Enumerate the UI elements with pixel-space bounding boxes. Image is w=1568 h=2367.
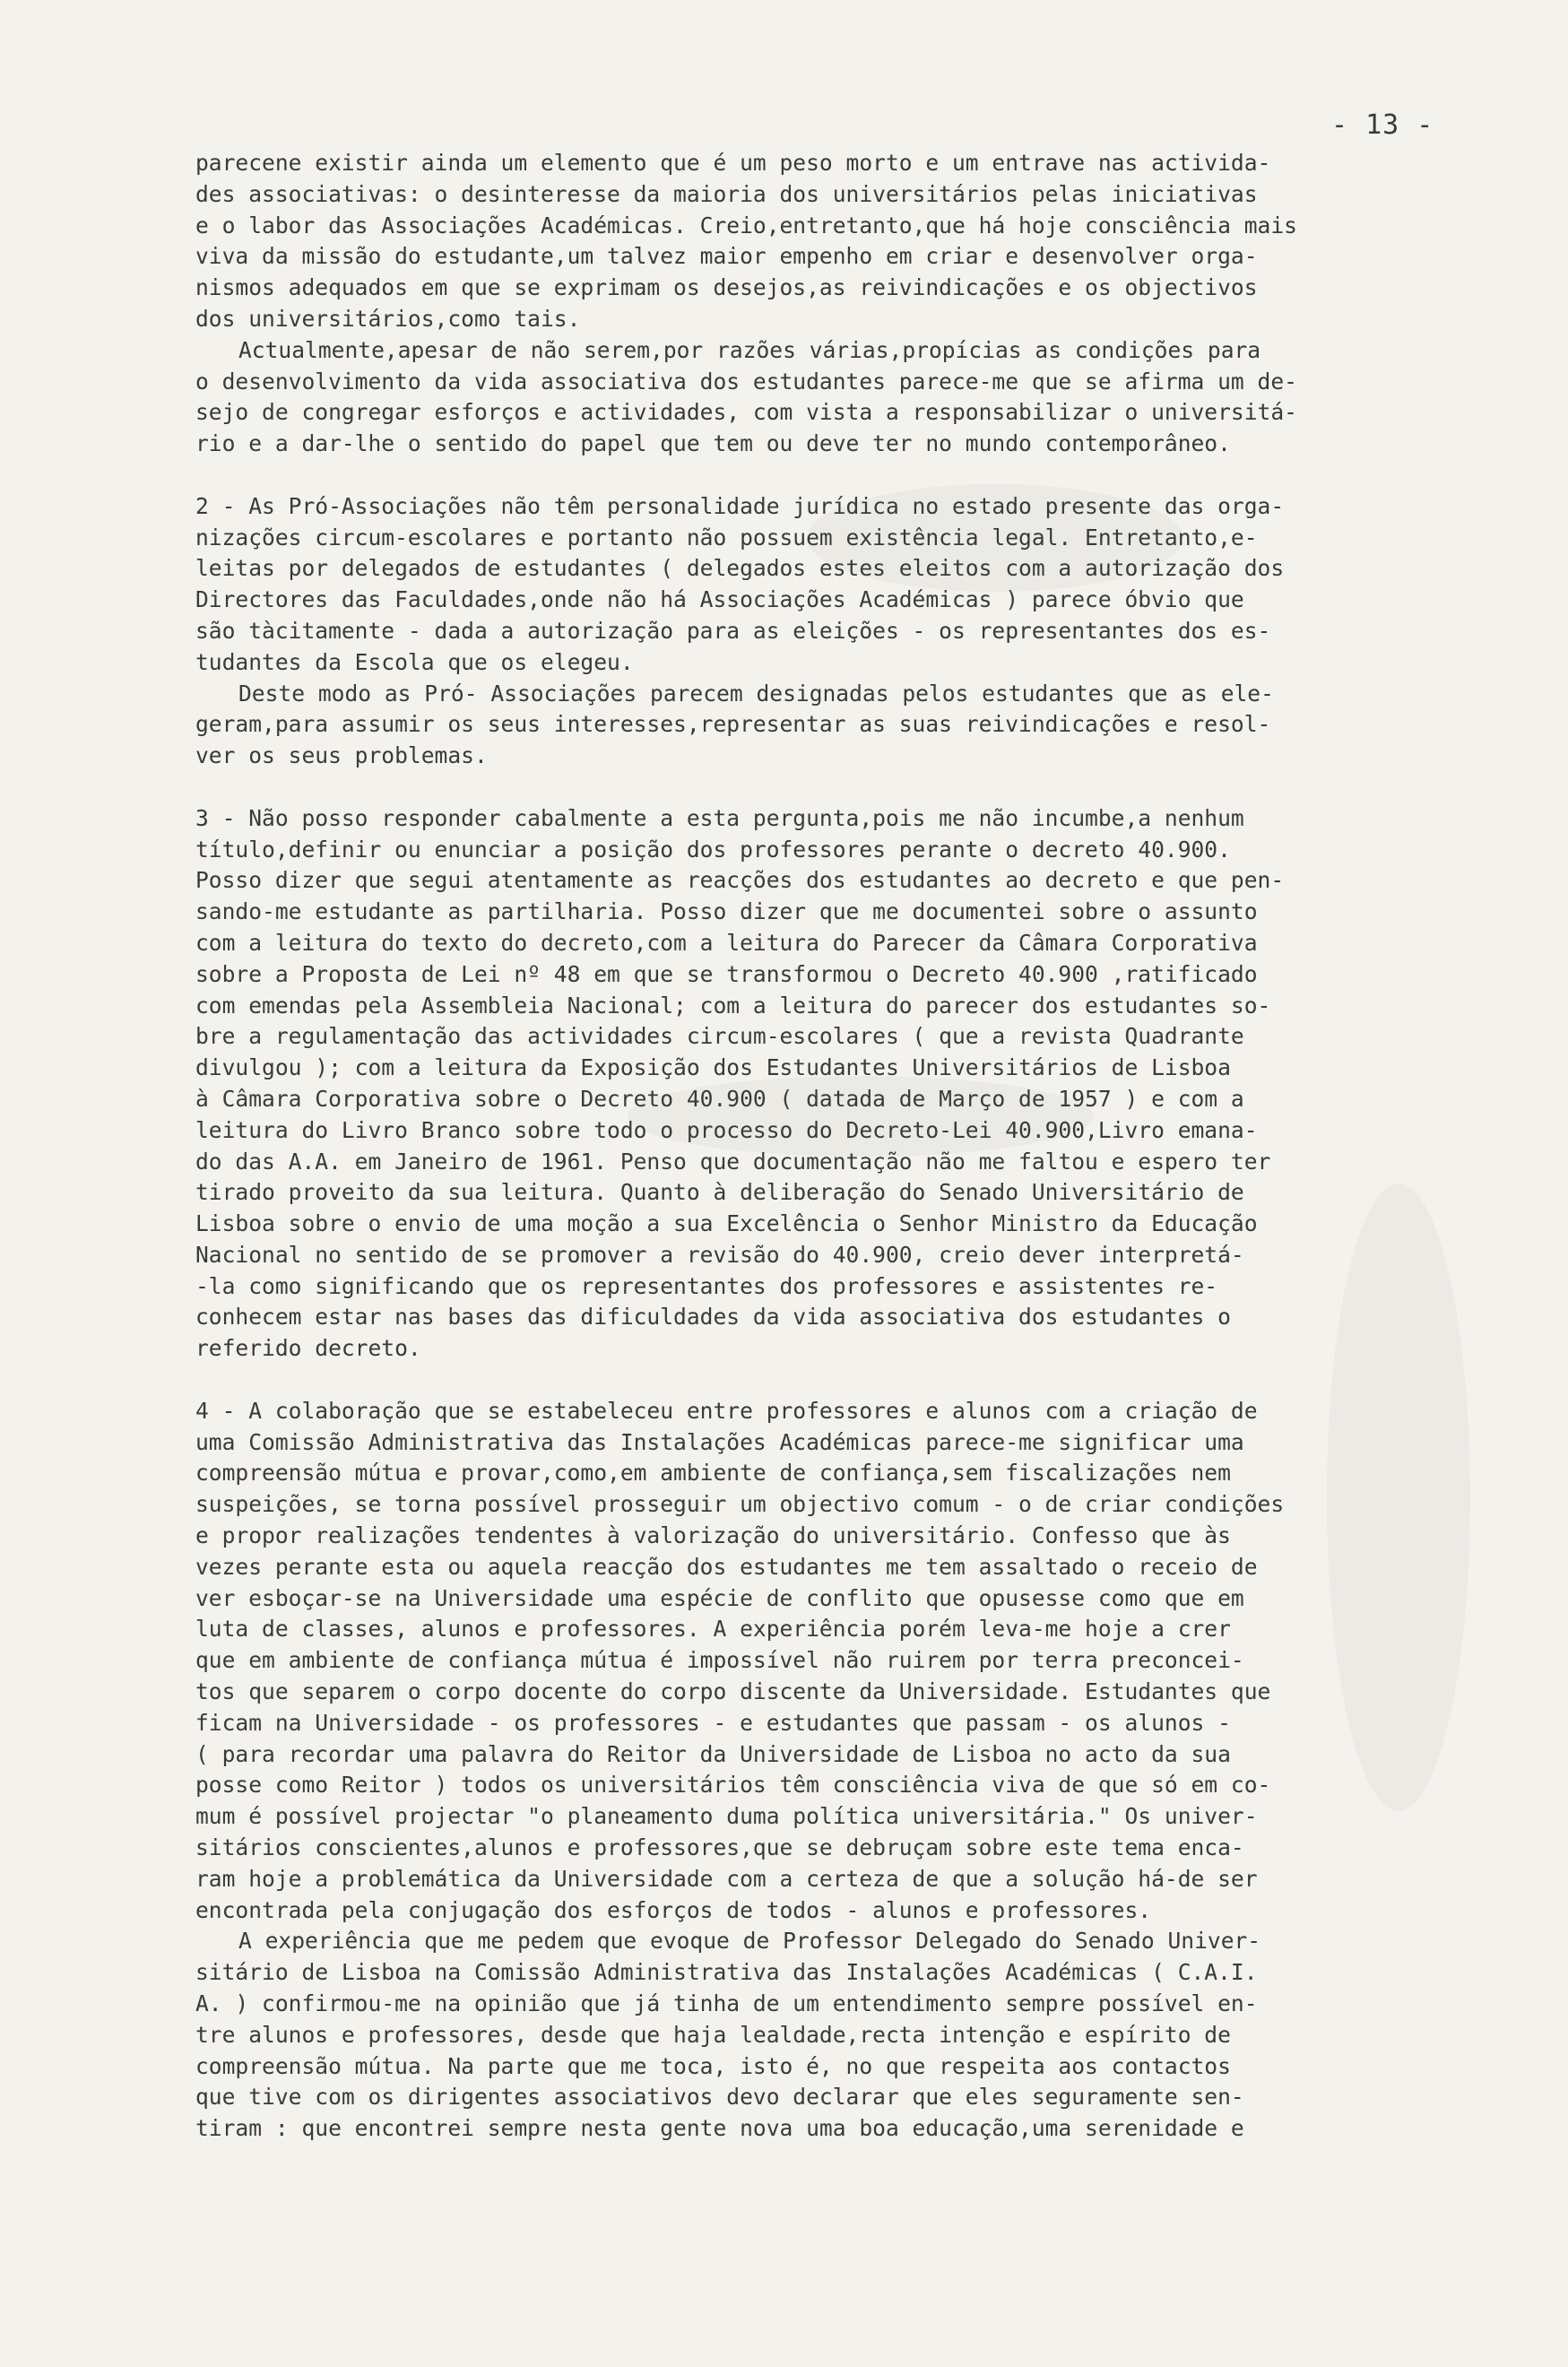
text-line: mum é possível projectar "o planeamento duma política universitária." Os univer-	[195, 1803, 1258, 1830]
paragraph-item-3	[195, 803, 1433, 1365]
text-line: tudantes da Escola que os elegeu.	[195, 648, 634, 675]
text-line: ram hoje a problemática da Universidade com a certeza de que a solução há-de ser	[195, 1865, 1258, 1892]
paragraph-actualmente	[195, 335, 1433, 460]
text-line: ficam na Universidade - os professores - e estudantes que passam - os alunos -	[195, 1709, 1231, 1736]
text-line: divulgou ); com a leitura da Exposição dos Estudantes Universitários de Lisboa	[195, 1054, 1231, 1081]
text-line: do das A.A. em Janeiro de 1961. Penso que documentação não me faltou e espero ter	[195, 1148, 1271, 1175]
text-line: compreensão mútua. Na parte que me toca, isto é, no que respeita aos contactos	[195, 2052, 1231, 2079]
text-line: encontrada pela conjugação dos esforços de todos - alunos e professores.	[195, 1896, 1152, 1923]
paragraph-gap	[195, 1365, 1433, 1396]
text-line: 2 - As Pró-Associações não têm personalidade jurídica no estado presente das orga-	[195, 492, 1285, 519]
paragraph-item-2	[195, 491, 1433, 679]
text-line: à Câmara Corporativa sobre o Decreto 40.900 ( datada de Março de 1957 ) e com a	[195, 1085, 1244, 1112]
paragraph-intro	[195, 148, 1433, 335]
text-line: sitário de Lisboa na Comissão Administrativa das Instalações Académicas ( C.A.I.	[195, 1959, 1258, 1986]
text-line: e o labor das Associações Académicas. Creio,entretanto,que há hoje consciência mais	[195, 212, 1297, 238]
text-line: ver os seus problemas.	[195, 742, 488, 769]
text-line: nismos adequados em que se exprimam os desejos,as reivindicações e os objectivos	[195, 274, 1258, 301]
text-line: sejo de congregar esforços e actividades, com vista a responsabilizar o universitá-	[195, 399, 1297, 426]
text-line: que em ambiente de confiança mútua é impossível não ruirem por terra preconcei-	[195, 1647, 1244, 1674]
text-line: uma Comissão Administrativa das Instalações Académicas parece-me significar uma	[195, 1428, 1244, 1455]
text-line: des associativas: o desinteresse da maioria dos universitários pelas iniciativas	[195, 180, 1258, 207]
text-line: nizações circum-escolares e portanto não possuem existência legal. Entretanto,e-	[195, 524, 1258, 551]
text-line: parecene existir ainda um elemento que é um peso morto e um entrave nas activida-	[195, 150, 1271, 176]
text-line: com emendas pela Assembleia Nacional; com a leitura do parecer dos estudantes so-	[195, 992, 1271, 1019]
text-line: 4 - A colaboração que se estabeleceu entre professores e alunos com a criação de	[195, 1397, 1258, 1424]
text-line: Deste modo as Pró- Associações parecem designadas pelos estudantes que as ele-	[238, 680, 1274, 707]
text-line: com a leitura do texto do decreto,com a leitura do Parecer da Câmara Corporativa	[195, 929, 1258, 956]
text-line: sobre a Proposta de Lei nº 48 em que se transformou o Decreto 40.900 ,ratificado	[195, 960, 1258, 987]
text-line: sando-me estudante as partilharia. Posso dizer que me documentei sobre o assunto	[195, 898, 1258, 925]
text-line: geram,para assumir os seus interesses,representar as suas reivindicações e resol-	[195, 711, 1271, 738]
text-line: título,definir ou enunciar a posição dos professores perante o decreto 40.900.	[195, 836, 1231, 863]
text-line: o desenvolvimento da vida associativa dos estudantes parece-me que se afirma um de-	[195, 368, 1297, 394]
text-line: tiram : que encontrei sempre nesta gente nova uma boa educação,uma serenidade e	[195, 2115, 1244, 2142]
text-line: que tive com os dirigentes associativos devo declarar que eles seguramente sen-	[195, 2084, 1244, 2111]
text-line: conhecem estar nas bases das dificuldades da vida associativa dos estudantes o	[195, 1304, 1231, 1331]
text-line: referido decreto.	[195, 1335, 421, 1362]
text-line: Actualmente,apesar de não serem,por razões várias,propícias as condições para	[238, 336, 1261, 363]
text-line: A experiência que me pedem que evoque de Professor Delegado do Senado Univer-	[238, 1928, 1261, 1955]
paragraph-item-4	[195, 1396, 1433, 1927]
paragraph-experiencia	[195, 1926, 1433, 2145]
text-line: sitários conscientes,alunos e professores,que se debruçam sobre este tema enca-	[195, 1834, 1244, 1861]
text-line: 3 - Não posso responder cabalmente a esta pergunta,pois me não incumbe,a nenhum	[195, 804, 1244, 831]
text-line: viva da missão do estudante,um talvez maior empenho em criar e desenvolver orga-	[195, 243, 1258, 270]
text-line: ver esboçar-se na Universidade uma espécie de conflito que opusesse como que em	[195, 1584, 1244, 1611]
text-line: Directores das Faculdades,onde não há Associações Académicas ) parece óbvio que	[195, 586, 1244, 613]
text-line: compreensão mútua e provar,como,em ambiente de confiança,sem fiscalizações nem	[195, 1460, 1231, 1487]
paragraph-gap	[195, 460, 1433, 491]
text-line: Nacional no sentido de se promover a revisão do 40.900, creio dever interpretá-	[195, 1241, 1244, 1268]
text-line: Lisboa sobre o envio de uma moção a sua Excelência o Senhor Ministro da Educação	[195, 1210, 1258, 1237]
text-line: -la como significando que os representantes dos professores e assistentes re-	[195, 1272, 1218, 1299]
document-body	[195, 148, 1433, 2145]
text-line: tirado proveito da sua leitura. Quanto à deliberação do Senado Universitário de	[195, 1179, 1244, 1206]
text-line: tre alunos e professores, desde que haja lealdade,recta intenção e espírito de	[195, 2021, 1231, 2048]
text-line: são tàcitamente - dada a autorização para as eleições - os representantes dos es-	[195, 617, 1271, 644]
text-line: e propor realizações tendentes à valorização do universitário. Confesso que às	[195, 1522, 1231, 1549]
text-line: tos que separem o corpo docente do corpo discente da Universidade. Estudantes que	[195, 1678, 1271, 1705]
text-line: suspeições, se torna possível prosseguir um objectivo comum - o de criar condições	[195, 1491, 1285, 1518]
text-line: bre a regulamentação das actividades circum-escolares ( que a revista Quadrante	[195, 1023, 1244, 1050]
text-line: rio e a dar-lhe o sentido do papel que tem ou deve ter no mundo contemporâneo.	[195, 430, 1231, 457]
paragraph-gap	[195, 772, 1433, 803]
page-number: - 13 -	[1331, 109, 1434, 141]
text-line: posse como Reitor ) todos os universitários têm consciência viva de que só em co-	[195, 1772, 1271, 1799]
paragraph-deste-modo	[195, 679, 1433, 772]
text-line: luta de classes, alunos e professores. A experiência porém leva-me hoje a crer	[195, 1616, 1231, 1643]
text-line: leitas por delegados de estudantes ( delegados estes eleitos com a autorização dos	[195, 555, 1285, 582]
text-line: ( para recordar uma palavra do Reitor da Universidade de Lisboa no acto da sua	[195, 1740, 1231, 1767]
text-line: Posso dizer que segui atentamente as reacções dos estudantes ao decreto e que pen-	[195, 867, 1285, 894]
text-line: A. ) confirmou-me na opinião que já tinha de um entendimento sempre possível en-	[195, 1990, 1258, 2017]
text-line: vezes perante esta ou aquela reacção dos estudantes me tem assaltado o receio de	[195, 1553, 1258, 1580]
text-line: dos universitários,como tais.	[195, 305, 581, 332]
text-line: leitura do Livro Branco sobre todo o processo do Decreto-Lei 40.900,Livro emana-	[195, 1116, 1258, 1143]
